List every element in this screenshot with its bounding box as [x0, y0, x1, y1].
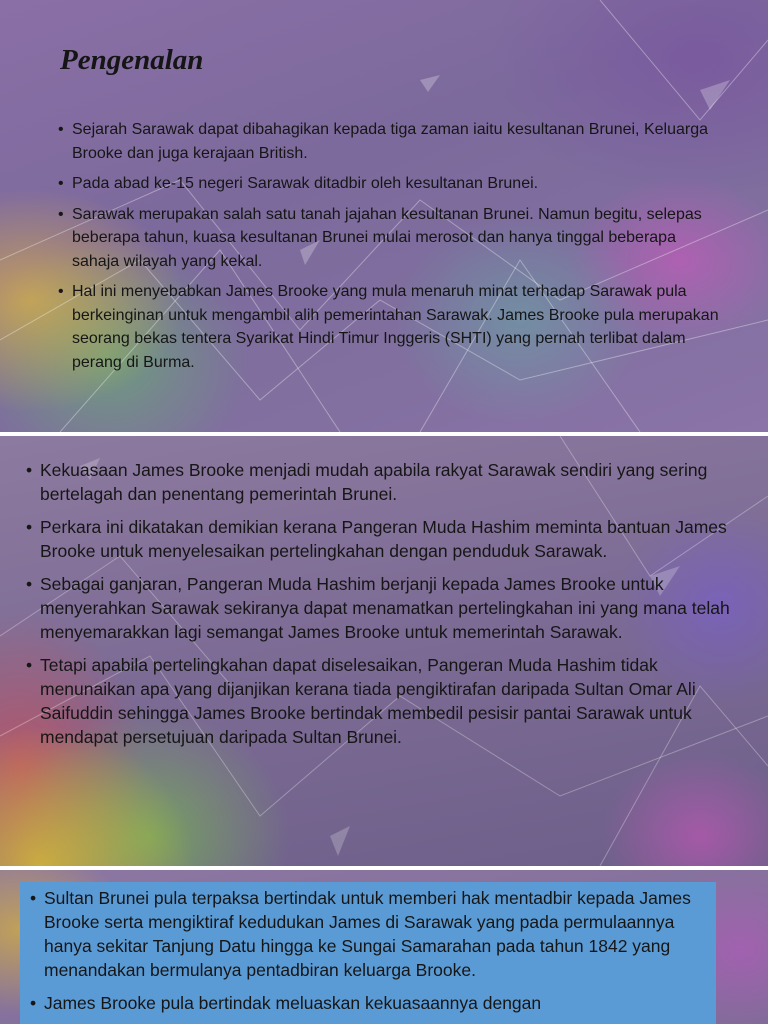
bullet-text: Hal ini menyebabkan James Brooke yang mula menaruh minat terhadap Sarawak pula berkeinginan untuk mengambil alih pemerintahan Sarawak. James Brooke pula merupakan seorang bekas tentera Syarikat Hindi Timur Inggeris (SHTI) yang pernah terlibat dalam perang di Burma.	[72, 283, 719, 371]
slide-brooke-administration	[0, 870, 768, 1024]
bullet-marker: •	[58, 121, 64, 138]
bullet-text: Sarawak merupakan salah satu tanah jajahan kesultanan Brunei. Namun begitu, selepas beberapa tahun, kuasa kesultanan Brunei mulai merosot dan hanya tinggal beberapa sahaja wilayah yang kekal.	[72, 205, 702, 270]
bullet-marker: •	[26, 460, 33, 480]
slide-introduction	[0, 0, 768, 432]
bullet-text: James Brooke pula bertindak meluaskan kekuasaannya dengan	[44, 993, 542, 1013]
bullet-list	[30, 886, 714, 1024]
bullet-marker: •	[26, 517, 33, 537]
list-item	[26, 515, 746, 563]
bullet-text: Sebagai ganjaran, Pangeran Muda Hashim berjanji kepada James Brooke untuk menyerahkan Sarawak sekiranya dapat menamatkan pertelingkahan ini yang mana telah menyemarakkan lagi semangat James Brooke untuk memerintah Sarawak.	[40, 574, 730, 642]
bullet-text: Perkara ini dikatakan demikian kerana Pangeran Muda Hashim meminta bantuan James Brooke untuk menyelesaikan pertelingkahan dengan penduduk Sarawak.	[40, 517, 727, 561]
list-item	[58, 118, 720, 165]
list-item	[30, 991, 714, 1015]
bullet-marker: •	[58, 283, 64, 300]
list-item	[58, 172, 720, 196]
bullet-marker: •	[26, 574, 33, 594]
bullet-list	[58, 118, 720, 381]
bullet-text: Pada abad ke-15 negeri Sarawak ditadbir oleh kesultanan Brunei.	[72, 175, 539, 192]
bullet-text: Kekuasaan James Brooke menjadi mudah apabila rakyat Sarawak sendiri yang sering bertelagah dan penentang pemerintah Brunei.	[40, 460, 708, 504]
list-item	[58, 203, 720, 274]
slide-james-brooke	[0, 436, 768, 866]
bullet-marker: •	[58, 175, 64, 192]
bullet-marker: •	[26, 655, 33, 675]
bullet-marker: •	[30, 888, 37, 908]
bullet-marker: •	[58, 205, 64, 223]
list-item	[58, 280, 720, 374]
list-item	[26, 458, 746, 506]
text-box	[20, 882, 716, 1024]
bullet-text: Sultan Brunei pula terpaksa bertindak untuk memberi hak mentadbir kepada James Brooke serta mengiktiraf kedudukan James di Sarawak yang pada permulaannya hanya sekitar Tanjung Datu hingga ke Sungai Samarahan pada tahun 1842 yang menandakan bermulanya pentadbiran keluarga Brooke.	[44, 888, 691, 980]
list-item	[30, 886, 714, 982]
bullet-marker: •	[30, 993, 37, 1013]
bullet-list	[26, 458, 746, 758]
slide-title: Pengenalan	[60, 44, 204, 76]
list-item	[26, 653, 746, 749]
list-item	[26, 572, 746, 644]
bullet-text: Sejarah Sarawak dapat dibahagikan kepada tiga zaman iaitu kesultanan Brunei, Keluarga Brooke dan juga kerajaan British.	[72, 121, 708, 162]
bullet-text: Tetapi apabila pertelingkahan dapat diselesaikan, Pangeran Muda Hashim tidak menunaikan apa yang dijanjikan kerana tiada pengiktirafan daripada Sultan Omar Ali Saifuddin sehingga James Brooke bertindak membedil pesisir pantai Sarawak untuk mendapat persetujuan daripada Sultan Brunei.	[40, 655, 696, 747]
